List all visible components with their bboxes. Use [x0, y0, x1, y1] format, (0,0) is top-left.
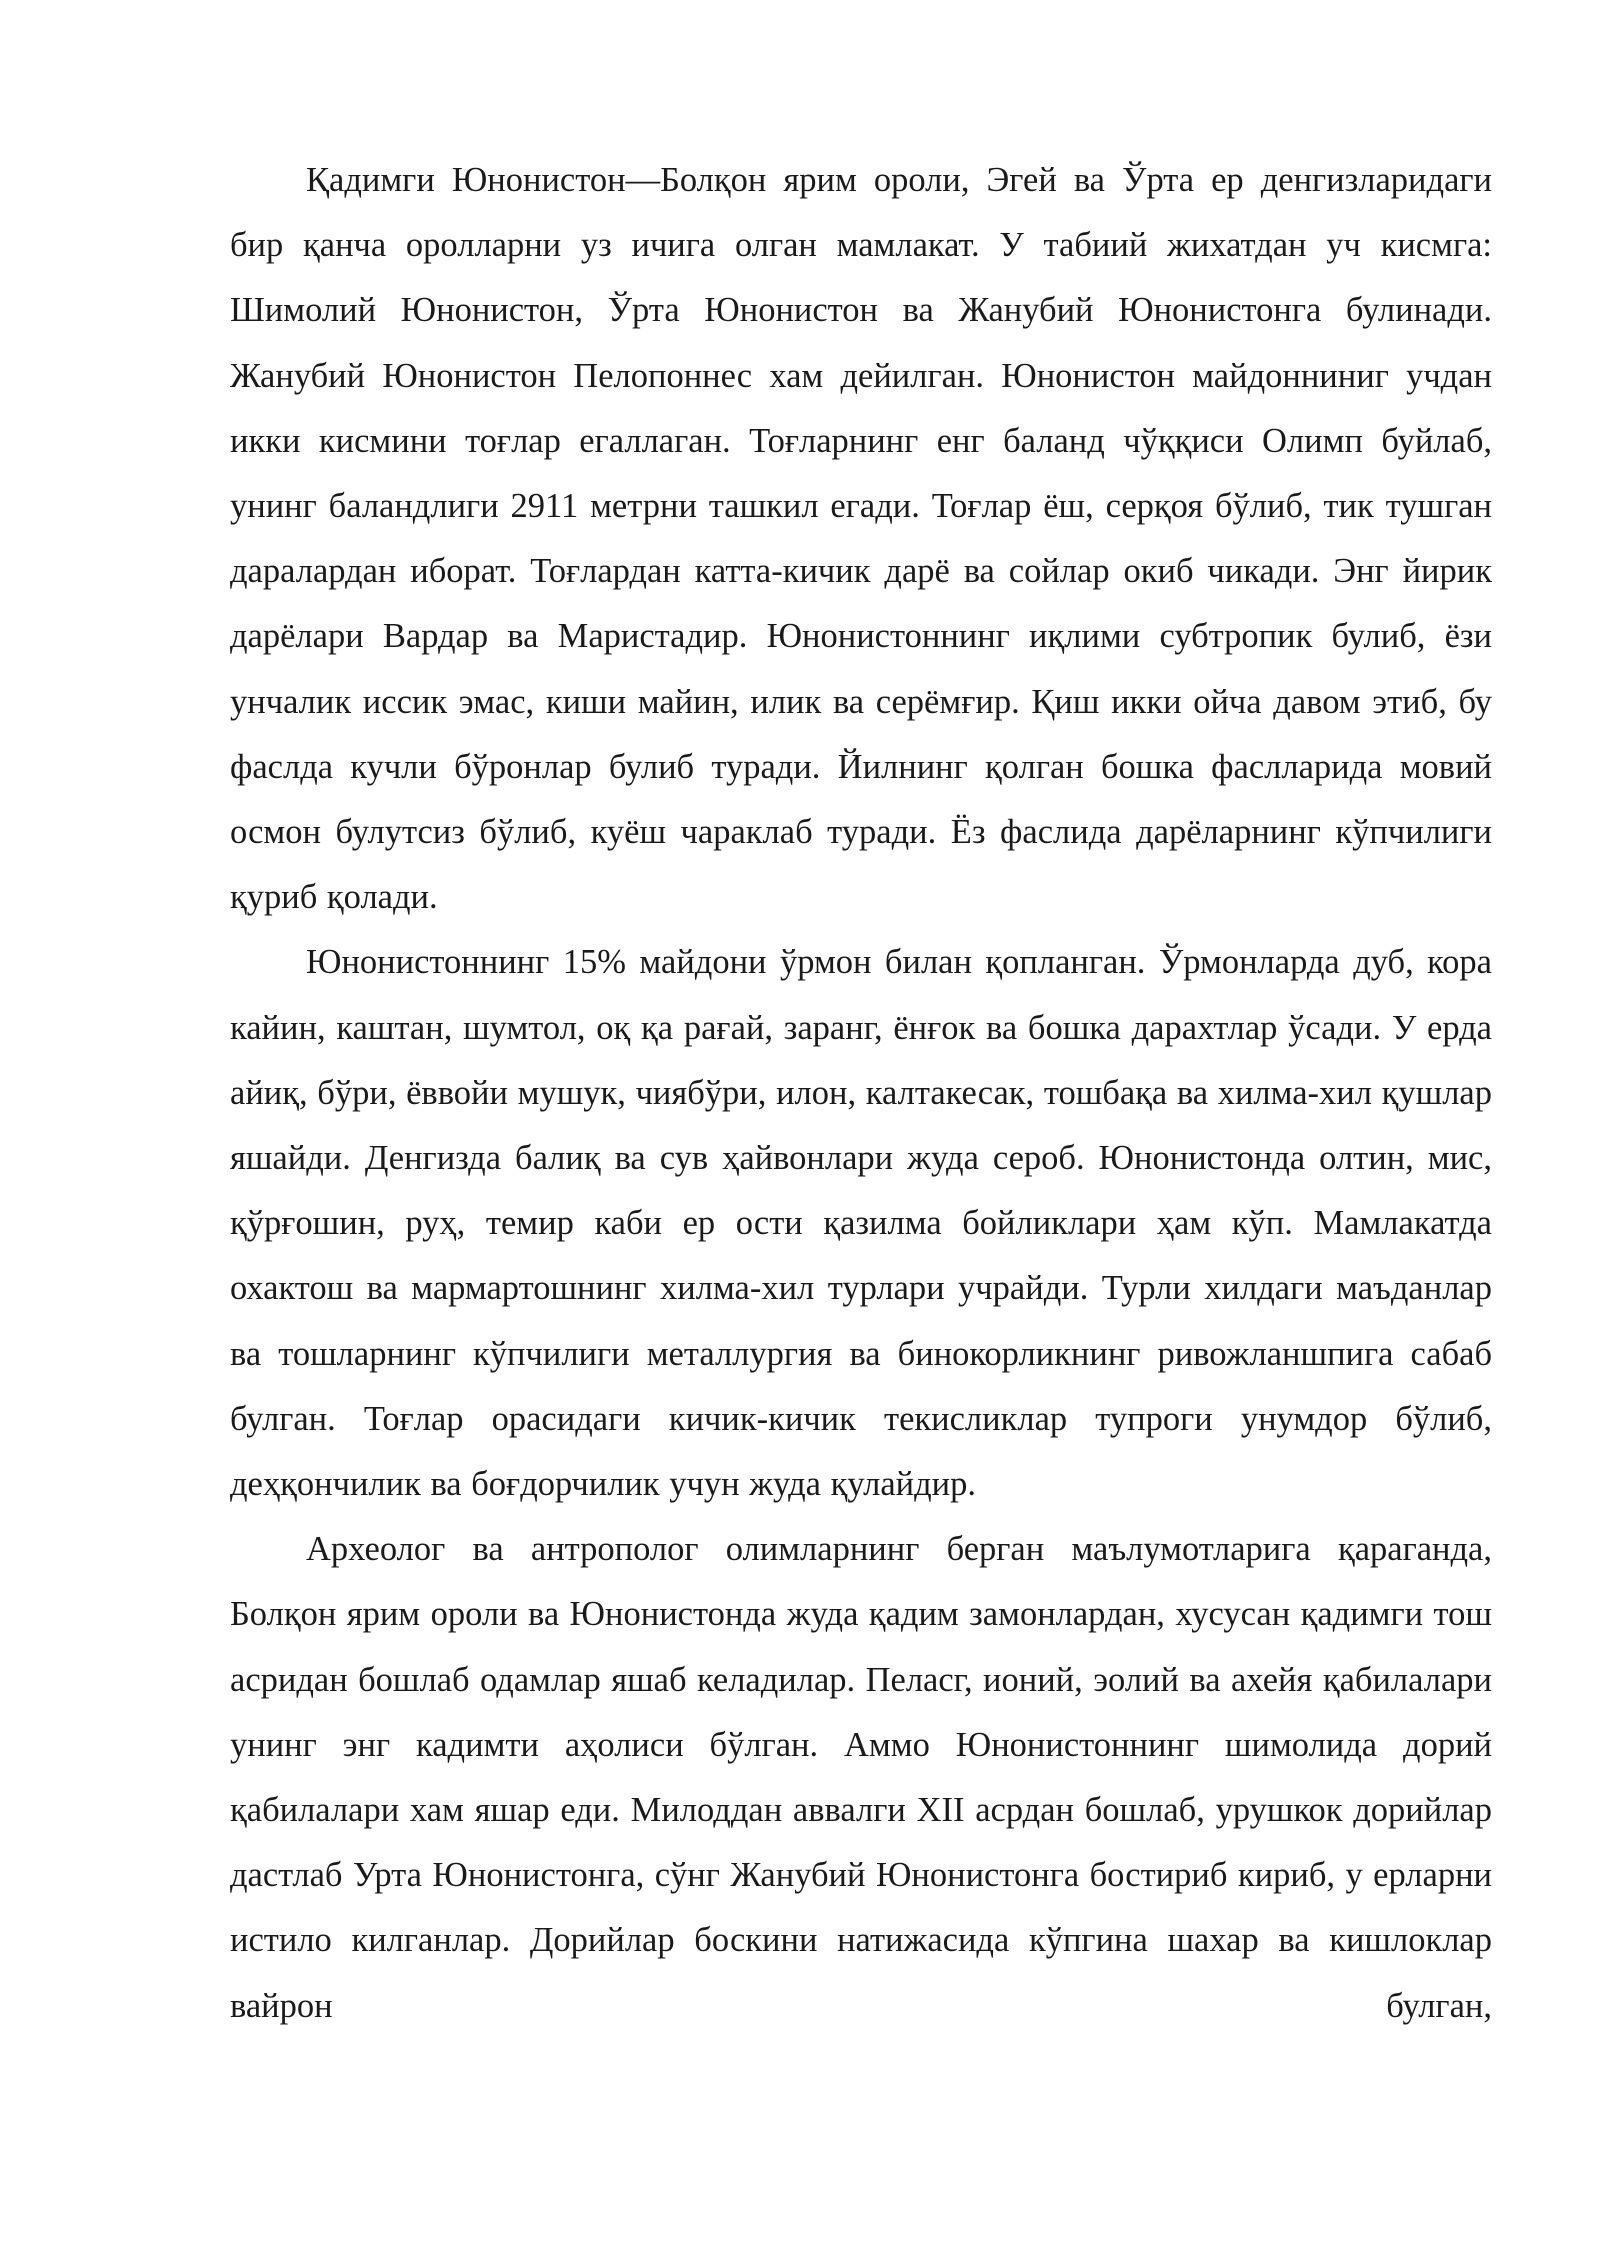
document-body [230, 148, 1492, 2039]
paragraph-geography: Қадимги Юнонистон—Болқон ярим ороли, Эгей ва Ўрта ер денгизларидаги бир қанча оролларни уз ичига олган мамлакат. У табиий жихатдан уч кисмга: Шимолий Юнонистон, Ўрта Юнонистон ва Жанубий Юнонистонга булинади. Жанубий Юнонистон Пелопоннес хам дейилган. Юнонистон майдонниниг учдан икки кисмини тоғлар егаллаган. Тоғларнинг енг баланд чўққиси Олимп буйлаб, унинг баландлиги 2911 метрни ташкил егади. Тоғлар ёш, серқоя бўлиб, тик тушган даралардан иборат. Тоғлардан катта-кичик дарё ва сойлар окиб чикади. Энг йирик дарёлари Вардар ва Маристадир. Юнонистоннинг иқлими субтропик булиб, ёзи унчалик иссик эмас, киши майин, илик ва серёмғир. Қиш икки ойча давом этиб, бу фаслда кучли бўронлар булиб туради. Йилнинг қолган бошка фаслларида мовий осмон булутсиз бўлиб, куёш чараклаб туради. Ёз фаслида дарёларнинг кўпчилиги қуриб қолади. [230, 161, 1492, 917]
paragraph-nature-resources: Юнонистоннинг 15% майдони ўрмон билан қопланган. Ўрмонларда дуб, кора кайин, каштан, шумтол, оқ қа рағай, заранг, ёнғок ва бошка дарахтлар ўсади. У ерда айиқ, бўри, ёввойи мушук, чиябўри, илон, калтакесак, тошбақа ва хилма-хил қушлар яшайди. Денгизда балиқ ва сув ҳайвонлари жуда сероб. Юнонистонда олтин, мис, қўрғошин, руҳ, темир каби ер ости қазилма бойликлари ҳам кўп. Мамлакатда охактош ва мармартошнинг хилма-хил турлари учрайди. Турли хилдаги маъданлар ва тошларнинг кўпчилиги металлургия ва бинокорликнинг ривожланшпига сабаб булган. Тоғлар орасидаги кичик-кичик текисликлар тупроги унумдор бўлиб, деҳқончилик ва боғдорчилик учун жуда қулайдир. [230, 943, 1492, 1504]
paragraph-population-history: Археолог ва антрополог олимларнинг берган маълумотларига қараганда, Болқон ярим ороли ва Юнонистонда жуда қадим замонлардан, хусусан қадимги тош асридан бошлаб одамлар яшаб келадилар. Пеласг, ионий, эолий ва ахейя қабилалари унинг энг кадимти аҳолиси бўлган. Аммо Юнонистоннинг шимолида дорий қабилалари хам яшар еди. Милоддан аввалги XII асрдан бошлаб, урушкок дорийлар дастлаб Урта Юнонистонга, сўнг Жанубий Юнонистонга бостириб кириб, у ерларни истило килганлар. Дорийлар боскини натижасида кўпгина шахар ва кишлоклар вайрон булган, [230, 1530, 1492, 2025]
